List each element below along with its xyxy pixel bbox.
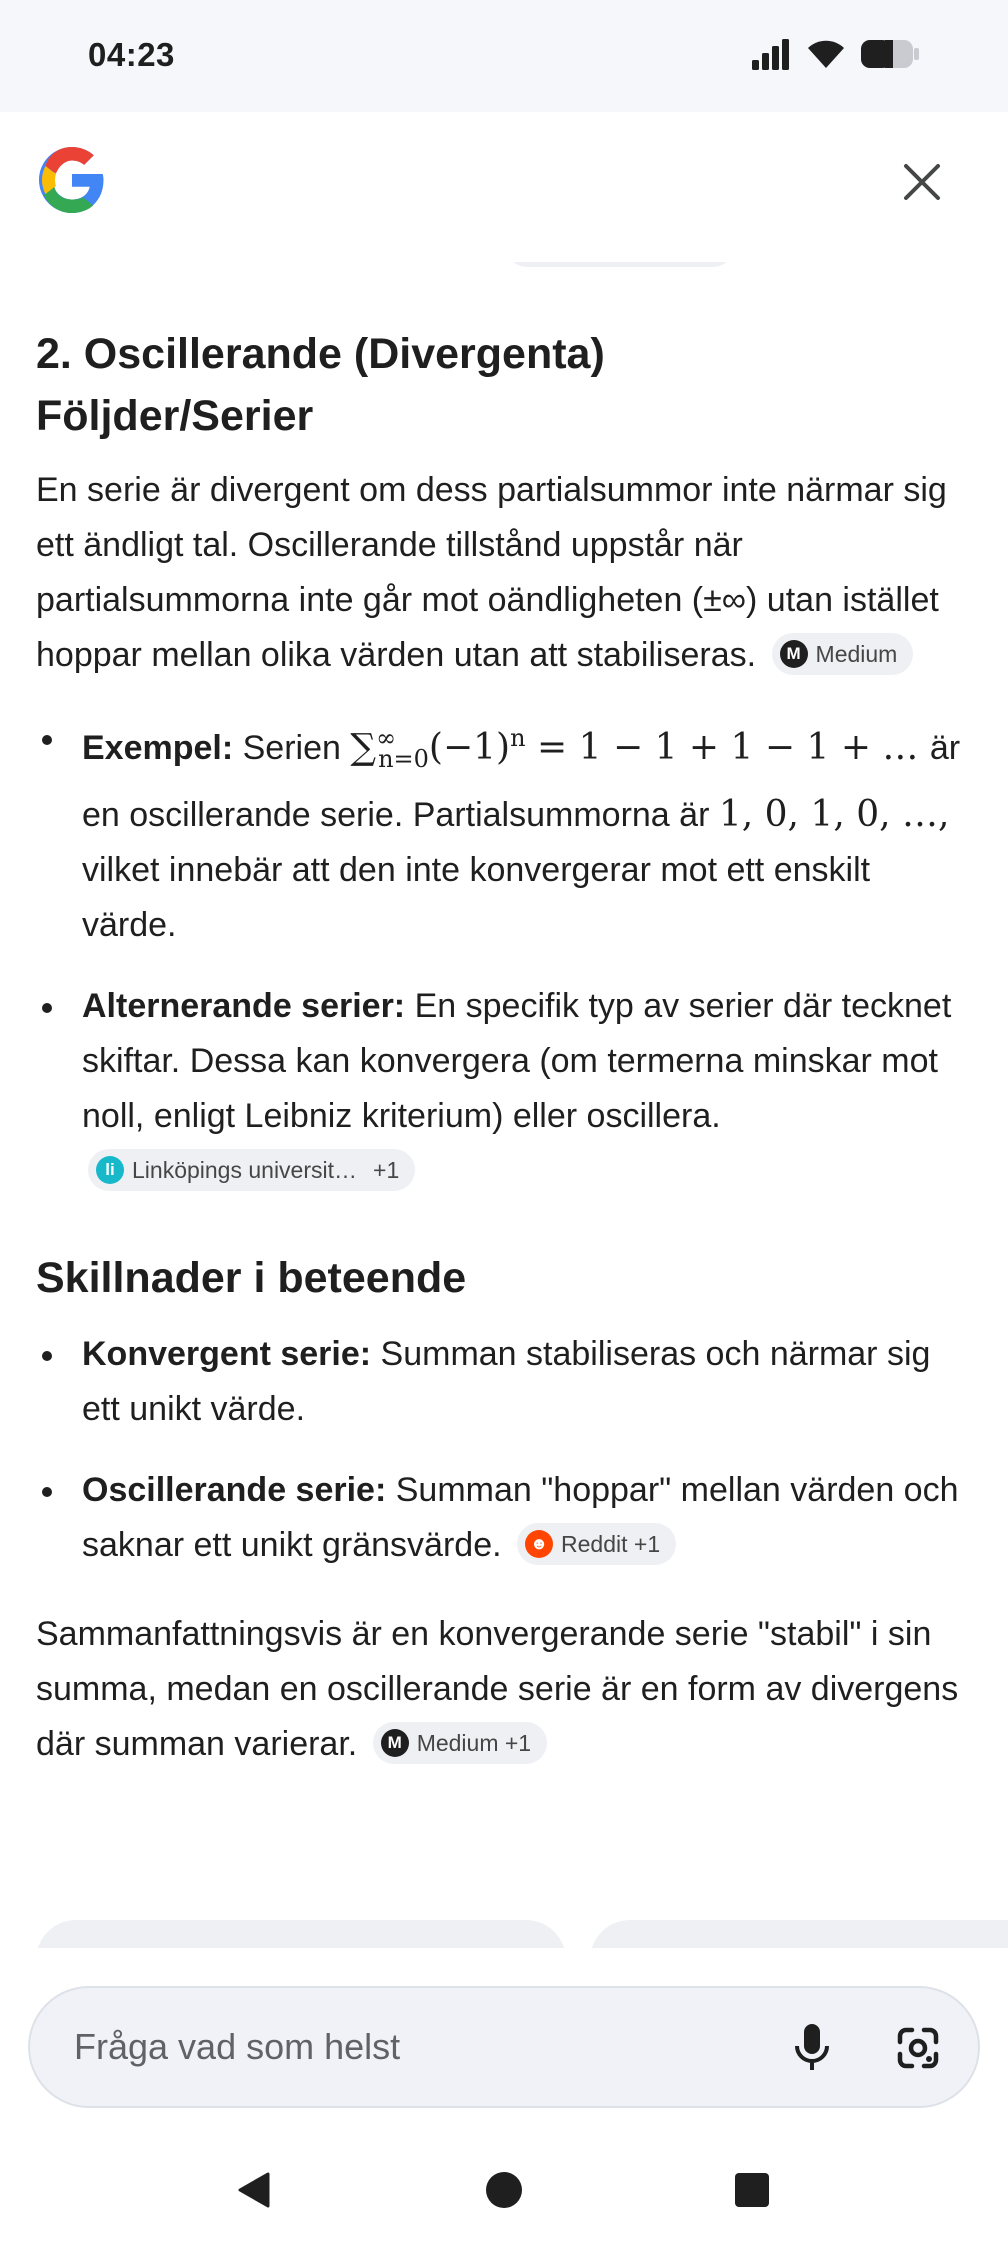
app-header <box>0 112 1008 262</box>
status-bar <box>0 0 1008 112</box>
status-time: 04:23 <box>88 36 175 73</box>
status-icons <box>750 38 920 70</box>
close-button[interactable] <box>890 150 954 214</box>
follow-up-card[interactable] <box>590 1920 1008 1948</box>
lens-button[interactable] <box>888 2018 948 2078</box>
bullet-list-oscillating <box>0 711 1008 1199</box>
bullet-example: Exempel: Serien $\sum^\infty_{n=0}(-1)^n = 1 - 1 + 1 - 1$ + … är en oscillerande serie. Partialsummorna är 1, 0, 1, 0, …, vilket innebär att den inte konvergerar mot ett enskilt värde. <box>0 711 1008 953</box>
nav-back-button[interactable] <box>224 2160 284 2220</box>
home-icon <box>484 2170 524 2210</box>
google-lens-icon <box>894 2024 942 2072</box>
paragraph-divergent: En serie är divergent om dess partialsummor inte närmar sig ett ändligt tal. Oscillerande tillstånd uppstår när partialsummorna inte går mot oändligheten (±∞) utan istället hoppar mellan olika värden utan att stabiliseras. M Medium <box>36 471 947 674</box>
source-chip-linkoping[interactable]: li Linköpings universit… +1 <box>88 1149 415 1191</box>
answer-content[interactable] <box>0 112 1008 1948</box>
bullet-oscillating: Oscillerande serie: Summan "hoppar" mellan värden och saknar ett unikt gränsvärde. ☻ Reddit +1 <box>0 1463 1008 1573</box>
medium-icon: M <box>780 640 808 668</box>
section-heading-differences: Skillnader i beteende <box>36 1254 467 1303</box>
close-icon <box>902 162 942 202</box>
nav-home-button[interactable] <box>474 2160 534 2220</box>
battery-icon <box>860 38 920 70</box>
mic-icon <box>792 2022 832 2074</box>
signal-icon <box>750 38 792 70</box>
reddit-icon: ☻ <box>525 1530 553 1558</box>
google-g-logo <box>36 144 108 216</box>
wifi-icon <box>806 38 846 70</box>
math-partial-sums: 1, 0, 1, 0, …, <box>718 794 950 836</box>
back-icon <box>234 2170 274 2210</box>
system-nav-bar <box>0 2144 1008 2244</box>
nav-recents-button[interactable] <box>722 2160 782 2220</box>
ask-input-placeholder: Fråga vad som helst <box>74 2026 401 2067</box>
medium-icon: M <box>381 1729 409 1757</box>
source-chip-medium[interactable]: M Medium <box>772 633 914 675</box>
source-chip-medium-2[interactable]: M Medium +1 <box>373 1722 547 1764</box>
liu-icon: li <box>96 1156 124 1184</box>
follow-up-cards <box>36 1920 1008 1948</box>
mic-button[interactable] <box>782 2018 842 2078</box>
bullet-alternating: Alternerande serier: En specifik typ av serier där tecknet skiftar. Dessa kan konvergera (om termerna minskar mot noll, enligt Leibniz kriterium) eller oscillera. li Linköpings universit… +1 <box>0 979 1008 1199</box>
follow-up-card[interactable] <box>36 1920 566 1948</box>
ask-input[interactable] <box>28 1986 980 2108</box>
recents-icon <box>732 2170 772 2210</box>
section-heading-oscillating: 2. Oscillerande (Divergenta) Följder/Serier <box>36 330 605 440</box>
answer-scroll <box>0 240 1008 1772</box>
bullet-list-differences <box>0 1327 1008 1573</box>
math-series: $\sum^\infty_{n=0}(-1)^n = 1 - 1 + 1 - 1$ + … <box>350 724 930 774</box>
bullet-convergent: Konvergent serie: Summan stabiliseras och närmar sig ett unikt värde. <box>0 1327 1008 1437</box>
source-chip-reddit[interactable]: ☻ Reddit +1 <box>517 1523 676 1565</box>
paragraph-summary: Sammanfattningsvis är en konvergerande serie "stabil" i sin summa, medan en oscillerande serie är en form av divergens där summan varierar. M Medium +1 <box>36 1615 959 1764</box>
